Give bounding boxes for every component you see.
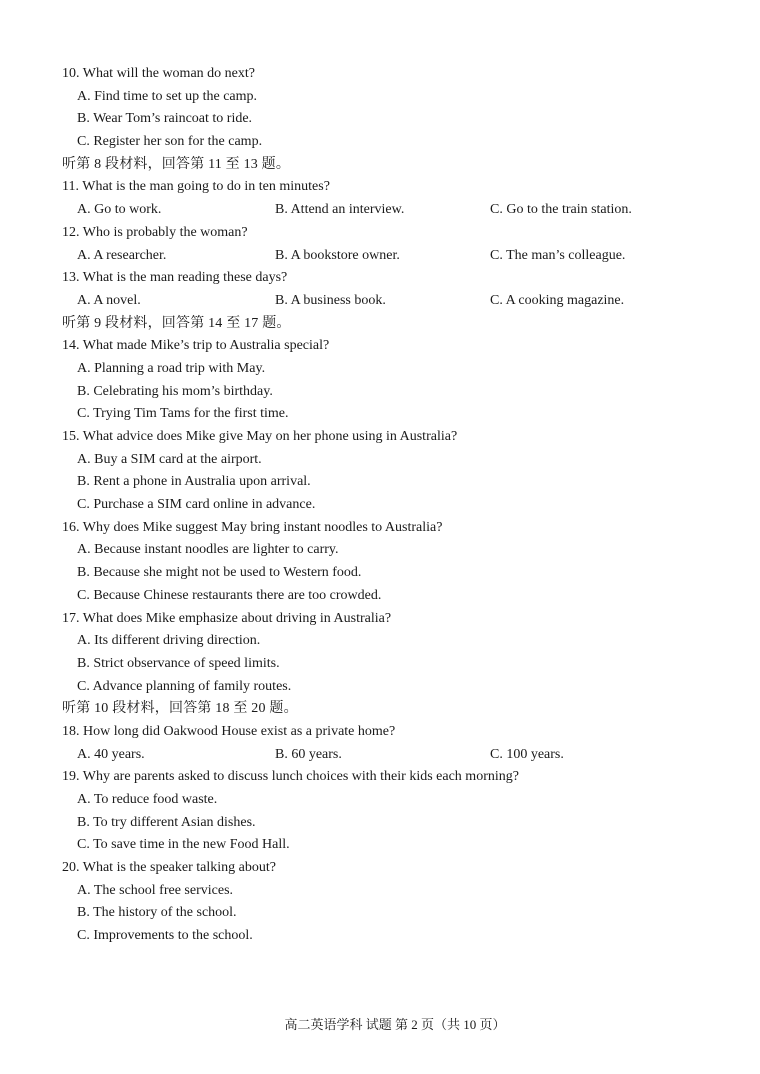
option-20c: C. Improvements to the school. — [77, 928, 253, 944]
section-instruction-10: 听第 10 段材料，回答第 18 至 20 题。 — [62, 701, 298, 717]
question-15: 15. What advice does Mike give May on her phone using in Australia? — [62, 429, 458, 444]
option-11a: A. Go to work. — [77, 202, 162, 218]
option-14b: B. Celebrating his mom’s birthday. — [77, 383, 273, 399]
page-footer: 高二英语学科 试题 第 2 页（共 10 页） — [284, 1017, 506, 1032]
question-19: 19. Why are parents asked to discuss lunch choices with their kids each morning? — [62, 769, 519, 785]
option-10b: B. Wear Tom’s raincoat to ride. — [77, 111, 253, 127]
option-19c: C. To save time in the new Food Hall. — [77, 837, 290, 853]
option-11b: B. Attend an interview. — [275, 202, 405, 218]
option-12c: C. The man’s colleague. — [490, 247, 626, 263]
question-20: 20. What is the speaker talking about? — [62, 860, 276, 876]
option-13b: B. A business book. — [275, 292, 386, 308]
options-row-18 — [62, 744, 742, 767]
option-16c: C. Because Chinese restaurants there are too crowded. — [77, 587, 382, 603]
option-12b: B. A bookstore owner. — [275, 247, 400, 263]
question-18: 18. How long did Oakwood House exist as a private home? — [62, 723, 396, 739]
option-19b: B. To try different Asian dishes. — [77, 814, 256, 830]
question-16: 16. Why does Mike suggest May bring instant noodles to Australia? — [62, 519, 443, 535]
option-10a: A. Find time to set up the camp. — [77, 88, 258, 104]
option-20a: A. The school free services. — [77, 882, 234, 898]
option-16b: B. Because she might not be used to Western food. — [77, 565, 362, 581]
question-11: 11. What is the man going to do in ten minutes? — [62, 179, 330, 195]
option-14a: A. Planning a road trip with May. — [77, 360, 266, 376]
option-15a: A. Buy a SIM card at the airport. — [77, 451, 262, 467]
option-12a: A. A researcher. — [77, 247, 167, 263]
question-list — [62, 63, 742, 948]
option-11c: C. Go to the train station. — [490, 202, 632, 218]
option-18a: A. 40 years. — [77, 746, 145, 762]
option-17b: B. Strict observance of speed limits. — [77, 655, 280, 671]
option-18b: B. 60 years. — [275, 746, 342, 762]
question-14: 14. What made Mike’s trip to Australia special? — [62, 338, 330, 354]
options-row-11 — [62, 199, 742, 222]
option-14c: C. Trying Tim Tams for the first time. — [77, 406, 289, 422]
option-17c: C. Advance planning of family routes. — [77, 678, 292, 694]
option-15c: C. Purchase a SIM card online in advance. — [77, 497, 316, 513]
question-13: 13. What is the man reading these days? — [62, 270, 288, 286]
option-20b: B. The history of the school. — [77, 905, 237, 921]
section-instruction-9: 听第 9 段材料，回答第 14 至 17 题。 — [62, 315, 291, 331]
option-13c: C. A cooking magazine. — [490, 292, 625, 308]
question-17: 17. What does Mike emphasize about driving in Australia? — [62, 610, 392, 626]
options-row-12 — [62, 245, 742, 268]
question-12: 12. Who is probably the woman? — [62, 224, 248, 240]
option-15b: B. Rent a phone in Australia upon arrival. — [77, 474, 311, 490]
option-13a: A. A novel. — [77, 292, 141, 308]
option-18c: C. 100 years. — [490, 746, 564, 762]
option-16a: A. Because instant noodles are lighter to carry. — [77, 542, 339, 558]
section-instruction-8: 听第 8 段材料，回答第 11 至 13 题。 — [62, 156, 291, 172]
question-10: 10. What will the woman do next? — [62, 66, 255, 81]
option-10c: C. Register her son for the camp. — [77, 134, 263, 150]
options-row-13 — [62, 290, 742, 313]
option-17a: A. Its different driving direction. — [77, 633, 261, 649]
option-19a: A. To reduce food waste. — [77, 792, 218, 807]
